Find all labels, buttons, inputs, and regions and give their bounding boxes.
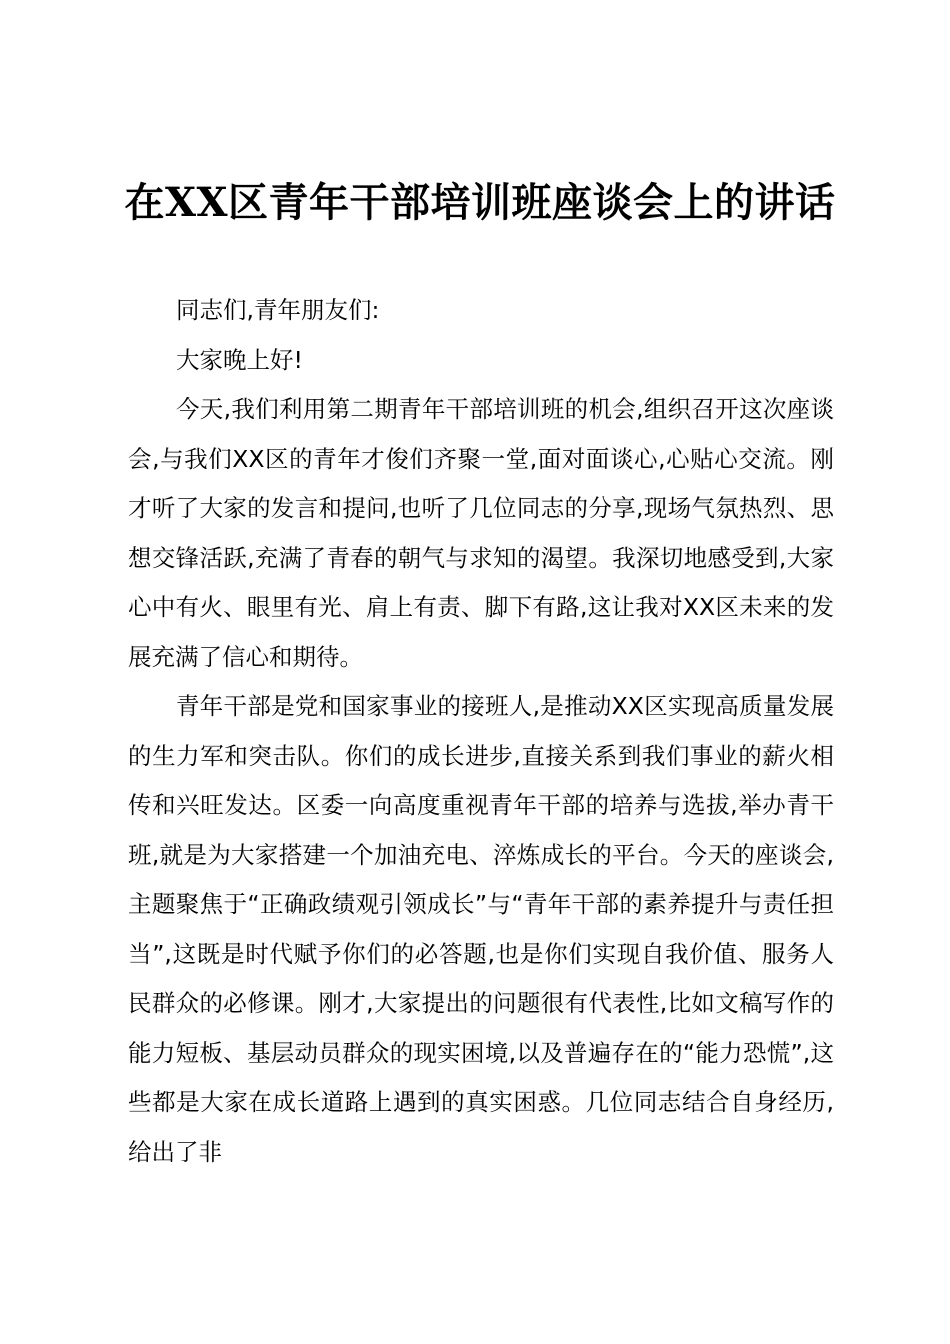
document-title: 在XX区青年干部培训班座谈会上的讲话 — [124, 179, 836, 226]
document-body — [128, 286, 834, 1177]
paragraph-opening: 今天,我们利用第二期青年干部培训班的机会,组织召开这次座谈会,与我们XX区的青年才俊们齐聚一堂,面对面谈心,心贴心交流。刚才听了大家的发言和提问,也听了几位同志的分享,现场气氛热烈、思想交锋活跃,充满了青春的朝气与求知的渴望。我深切地感受到,大家心中有火、眼里有光、肩上有责、脚下有路,这让我对XX区未来的发展充满了信心和期待。 — [128, 395, 834, 671]
salutation: 同志们,青年朋友们: — [176, 296, 380, 324]
paragraph-young-cadres: 青年干部是党和国家事业的接班人,是推动XX区实现高质量发展的生力军和突击队。你们的成长进步,直接关系到我们事业的薪火相传和兴旺发达。区委一向高度重视青年干部的培养与选拔,举办青干班,就是为大家搭建一个加油充电、淬炼成长的平台。今天的座谈会,主题聚焦于“正确政绩观引领成长”与“青年干部的素养提升与责任担当”,这既是时代赋予你们的必答题,也是你们实现自我价值、服务人民群众的必修课。刚才,大家提出的问题很有代表性,比如文稿写作的能力短板、基层动员群众的现实困境,以及普遍存在的“能力恐慌”,这些都是大家在成长道路上遇到的真实困惑。几位同志结合自身经历,给出了非 — [128, 692, 834, 1166]
greeting: 大家晚上好! — [176, 345, 303, 374]
